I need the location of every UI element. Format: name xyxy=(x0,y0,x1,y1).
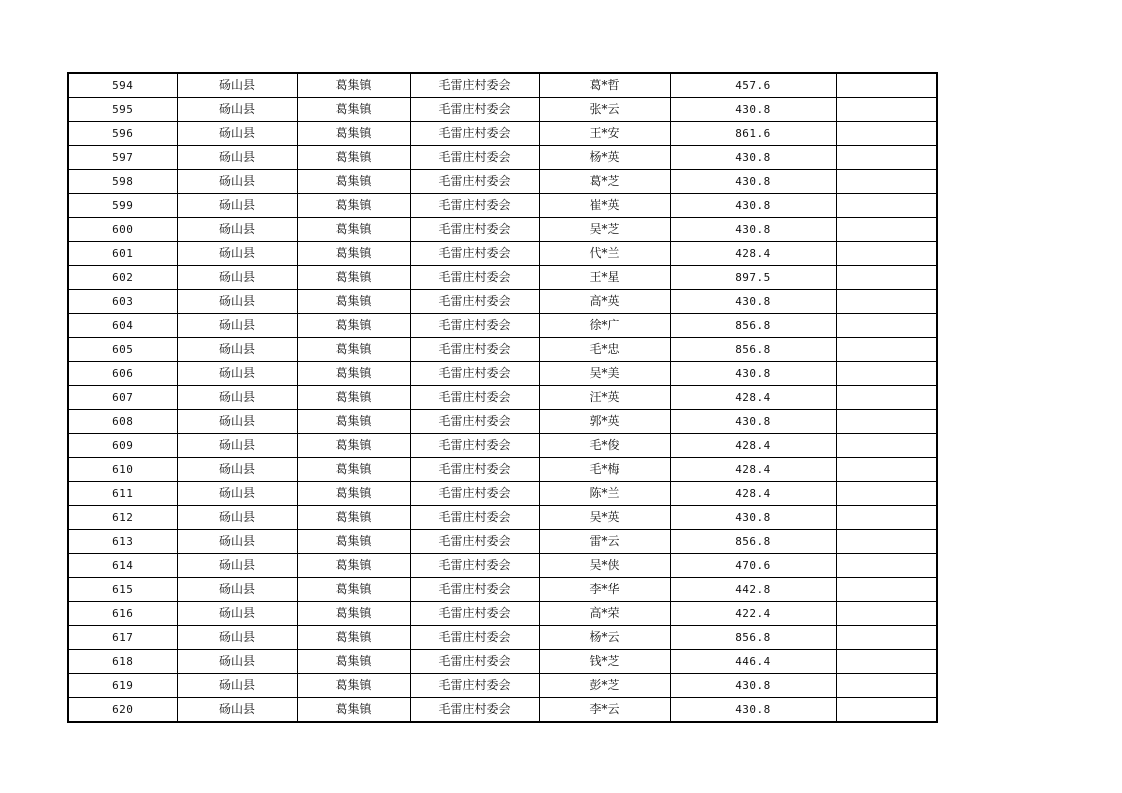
amount-cell: 428.4 xyxy=(670,386,836,410)
town-cell: 葛集镇 xyxy=(297,530,410,554)
person-name-cell: 张*云 xyxy=(539,98,670,122)
table-row xyxy=(68,122,937,146)
county-cell: 砀山县 xyxy=(177,458,297,482)
amount-cell: 897.5 xyxy=(670,266,836,290)
person-name-cell: 高*英 xyxy=(539,290,670,314)
amount-cell: 430.8 xyxy=(670,362,836,386)
row-number-cell: 600 xyxy=(68,218,177,242)
remark-cell xyxy=(836,98,937,122)
amount-cell: 446.4 xyxy=(670,650,836,674)
remark-cell xyxy=(836,290,937,314)
row-number-cell: 594 xyxy=(68,73,177,98)
village-committee-cell: 毛雷庄村委会 xyxy=(410,194,539,218)
county-cell: 砀山县 xyxy=(177,386,297,410)
village-committee-cell: 毛雷庄村委会 xyxy=(410,482,539,506)
row-number-cell: 598 xyxy=(68,170,177,194)
county-cell: 砀山县 xyxy=(177,194,297,218)
amount-cell: 428.4 xyxy=(670,482,836,506)
town-cell: 葛集镇 xyxy=(297,290,410,314)
table-body xyxy=(68,73,937,722)
amount-cell: 430.8 xyxy=(670,290,836,314)
amount-cell: 428.4 xyxy=(670,458,836,482)
remark-cell xyxy=(836,626,937,650)
person-name-cell: 吴*美 xyxy=(539,362,670,386)
table-row xyxy=(68,170,937,194)
town-cell: 葛集镇 xyxy=(297,410,410,434)
village-committee-cell: 毛雷庄村委会 xyxy=(410,73,539,98)
county-cell: 砀山县 xyxy=(177,362,297,386)
remark-cell xyxy=(836,338,937,362)
remark-cell xyxy=(836,242,937,266)
row-number-cell: 595 xyxy=(68,98,177,122)
table-row xyxy=(68,146,937,170)
remark-cell xyxy=(836,554,937,578)
table-row xyxy=(68,218,937,242)
village-committee-cell: 毛雷庄村委会 xyxy=(410,506,539,530)
table-row xyxy=(68,290,937,314)
town-cell: 葛集镇 xyxy=(297,122,410,146)
row-number-cell: 605 xyxy=(68,338,177,362)
person-name-cell: 王*星 xyxy=(539,266,670,290)
town-cell: 葛集镇 xyxy=(297,458,410,482)
person-name-cell: 王*安 xyxy=(539,122,670,146)
town-cell: 葛集镇 xyxy=(297,362,410,386)
table-row xyxy=(68,314,937,338)
row-number-cell: 596 xyxy=(68,122,177,146)
amount-cell: 457.6 xyxy=(670,73,836,98)
row-number-cell: 615 xyxy=(68,578,177,602)
row-number-cell: 603 xyxy=(68,290,177,314)
person-name-cell: 李*云 xyxy=(539,698,670,723)
town-cell: 葛集镇 xyxy=(297,338,410,362)
amount-cell: 430.8 xyxy=(670,146,836,170)
amount-cell: 442.8 xyxy=(670,578,836,602)
row-number-cell: 601 xyxy=(68,242,177,266)
person-name-cell: 李*华 xyxy=(539,578,670,602)
row-number-cell: 616 xyxy=(68,602,177,626)
village-committee-cell: 毛雷庄村委会 xyxy=(410,650,539,674)
table-row xyxy=(68,674,937,698)
amount-cell: 430.8 xyxy=(670,506,836,530)
table-row xyxy=(68,434,937,458)
remark-cell xyxy=(836,410,937,434)
person-name-cell: 毛*俊 xyxy=(539,434,670,458)
county-cell: 砀山县 xyxy=(177,650,297,674)
row-number-cell: 617 xyxy=(68,626,177,650)
row-number-cell: 610 xyxy=(68,458,177,482)
village-committee-cell: 毛雷庄村委会 xyxy=(410,242,539,266)
table-row xyxy=(68,698,937,723)
remark-cell xyxy=(836,578,937,602)
remark-cell xyxy=(836,530,937,554)
village-committee-cell: 毛雷庄村委会 xyxy=(410,338,539,362)
county-cell: 砀山县 xyxy=(177,578,297,602)
remark-cell xyxy=(836,170,937,194)
table-row xyxy=(68,194,937,218)
remark-cell xyxy=(836,218,937,242)
remark-cell xyxy=(836,506,937,530)
town-cell: 葛集镇 xyxy=(297,578,410,602)
table-row xyxy=(68,554,937,578)
village-committee-cell: 毛雷庄村委会 xyxy=(410,602,539,626)
town-cell: 葛集镇 xyxy=(297,73,410,98)
county-cell: 砀山县 xyxy=(177,530,297,554)
amount-cell: 430.8 xyxy=(670,194,836,218)
county-cell: 砀山县 xyxy=(177,218,297,242)
person-name-cell: 郭*英 xyxy=(539,410,670,434)
amount-cell: 470.6 xyxy=(670,554,836,578)
remark-cell xyxy=(836,602,937,626)
amount-cell: 430.8 xyxy=(670,674,836,698)
amount-cell: 856.8 xyxy=(670,530,836,554)
table-row xyxy=(68,362,937,386)
town-cell: 葛集镇 xyxy=(297,314,410,338)
town-cell: 葛集镇 xyxy=(297,98,410,122)
village-committee-cell: 毛雷庄村委会 xyxy=(410,458,539,482)
village-committee-cell: 毛雷庄村委会 xyxy=(410,698,539,723)
person-name-cell: 杨*英 xyxy=(539,146,670,170)
person-name-cell: 雷*云 xyxy=(539,530,670,554)
row-number-cell: 607 xyxy=(68,386,177,410)
remark-cell xyxy=(836,482,937,506)
person-name-cell: 吴*英 xyxy=(539,506,670,530)
table-row xyxy=(68,650,937,674)
amount-cell: 856.8 xyxy=(670,338,836,362)
town-cell: 葛集镇 xyxy=(297,194,410,218)
county-cell: 砀山县 xyxy=(177,554,297,578)
county-cell: 砀山县 xyxy=(177,338,297,362)
county-cell: 砀山县 xyxy=(177,290,297,314)
person-name-cell: 杨*云 xyxy=(539,626,670,650)
table-row xyxy=(68,242,937,266)
county-cell: 砀山县 xyxy=(177,170,297,194)
amount-cell: 428.4 xyxy=(670,434,836,458)
remark-cell xyxy=(836,146,937,170)
table-row xyxy=(68,266,937,290)
remark-cell xyxy=(836,194,937,218)
village-committee-cell: 毛雷庄村委会 xyxy=(410,170,539,194)
village-committee-cell: 毛雷庄村委会 xyxy=(410,578,539,602)
county-cell: 砀山县 xyxy=(177,98,297,122)
village-committee-cell: 毛雷庄村委会 xyxy=(410,626,539,650)
person-name-cell: 吴*侠 xyxy=(539,554,670,578)
county-cell: 砀山县 xyxy=(177,506,297,530)
county-cell: 砀山县 xyxy=(177,602,297,626)
village-committee-cell: 毛雷庄村委会 xyxy=(410,146,539,170)
person-name-cell: 陈*兰 xyxy=(539,482,670,506)
remark-cell xyxy=(836,122,937,146)
row-number-cell: 612 xyxy=(68,506,177,530)
village-committee-cell: 毛雷庄村委会 xyxy=(410,362,539,386)
county-cell: 砀山县 xyxy=(177,698,297,723)
county-cell: 砀山县 xyxy=(177,242,297,266)
person-name-cell: 葛*芝 xyxy=(539,170,670,194)
remark-cell xyxy=(836,386,937,410)
town-cell: 葛集镇 xyxy=(297,626,410,650)
row-number-cell: 611 xyxy=(68,482,177,506)
remark-cell xyxy=(836,650,937,674)
row-number-cell: 614 xyxy=(68,554,177,578)
person-name-cell: 彭*芝 xyxy=(539,674,670,698)
person-name-cell: 钱*芝 xyxy=(539,650,670,674)
table-row xyxy=(68,626,937,650)
table-row xyxy=(68,386,937,410)
county-cell: 砀山县 xyxy=(177,674,297,698)
town-cell: 葛集镇 xyxy=(297,386,410,410)
remark-cell xyxy=(836,458,937,482)
county-cell: 砀山县 xyxy=(177,626,297,650)
village-committee-cell: 毛雷庄村委会 xyxy=(410,530,539,554)
village-committee-cell: 毛雷庄村委会 xyxy=(410,410,539,434)
county-cell: 砀山县 xyxy=(177,482,297,506)
row-number-cell: 599 xyxy=(68,194,177,218)
amount-cell: 430.8 xyxy=(670,218,836,242)
town-cell: 葛集镇 xyxy=(297,170,410,194)
table-row xyxy=(68,410,937,434)
town-cell: 葛集镇 xyxy=(297,650,410,674)
county-cell: 砀山县 xyxy=(177,122,297,146)
amount-cell: 856.8 xyxy=(670,314,836,338)
county-cell: 砀山县 xyxy=(177,410,297,434)
remark-cell xyxy=(836,73,937,98)
county-cell: 砀山县 xyxy=(177,266,297,290)
remark-cell xyxy=(836,674,937,698)
county-cell: 砀山县 xyxy=(177,314,297,338)
row-number-cell: 597 xyxy=(68,146,177,170)
town-cell: 葛集镇 xyxy=(297,554,410,578)
table-row xyxy=(68,602,937,626)
row-number-cell: 620 xyxy=(68,698,177,723)
row-number-cell: 606 xyxy=(68,362,177,386)
row-number-cell: 602 xyxy=(68,266,177,290)
town-cell: 葛集镇 xyxy=(297,146,410,170)
village-committee-cell: 毛雷庄村委会 xyxy=(410,386,539,410)
table-row xyxy=(68,506,937,530)
person-name-cell: 徐*广 xyxy=(539,314,670,338)
town-cell: 葛集镇 xyxy=(297,218,410,242)
table-row xyxy=(68,458,937,482)
person-name-cell: 葛*哲 xyxy=(539,73,670,98)
amount-cell: 430.8 xyxy=(670,698,836,723)
remark-cell xyxy=(836,266,937,290)
county-cell: 砀山县 xyxy=(177,434,297,458)
remark-cell xyxy=(836,314,937,338)
person-name-cell: 崔*英 xyxy=(539,194,670,218)
amount-cell: 430.8 xyxy=(670,170,836,194)
village-committee-cell: 毛雷庄村委会 xyxy=(410,554,539,578)
person-name-cell: 毛*忠 xyxy=(539,338,670,362)
person-name-cell: 代*兰 xyxy=(539,242,670,266)
village-committee-cell: 毛雷庄村委会 xyxy=(410,218,539,242)
person-name-cell: 汪*英 xyxy=(539,386,670,410)
amount-cell: 430.8 xyxy=(670,410,836,434)
village-committee-cell: 毛雷庄村委会 xyxy=(410,674,539,698)
table-row xyxy=(68,338,937,362)
amount-cell: 422.4 xyxy=(670,602,836,626)
town-cell: 葛集镇 xyxy=(297,482,410,506)
county-cell: 砀山县 xyxy=(177,73,297,98)
person-name-cell: 高*荣 xyxy=(539,602,670,626)
town-cell: 葛集镇 xyxy=(297,242,410,266)
remark-cell xyxy=(836,362,937,386)
village-committee-cell: 毛雷庄村委会 xyxy=(410,122,539,146)
town-cell: 葛集镇 xyxy=(297,266,410,290)
amount-cell: 430.8 xyxy=(670,98,836,122)
person-name-cell: 吴*芝 xyxy=(539,218,670,242)
table-row xyxy=(68,530,937,554)
row-number-cell: 608 xyxy=(68,410,177,434)
row-number-cell: 609 xyxy=(68,434,177,458)
row-number-cell: 619 xyxy=(68,674,177,698)
remark-cell xyxy=(836,698,937,723)
town-cell: 葛集镇 xyxy=(297,434,410,458)
town-cell: 葛集镇 xyxy=(297,674,410,698)
subsidy-roster-table xyxy=(67,72,938,723)
village-committee-cell: 毛雷庄村委会 xyxy=(410,290,539,314)
table-row xyxy=(68,482,937,506)
row-number-cell: 613 xyxy=(68,530,177,554)
remark-cell xyxy=(836,434,937,458)
village-committee-cell: 毛雷庄村委会 xyxy=(410,434,539,458)
amount-cell: 856.8 xyxy=(670,626,836,650)
county-cell: 砀山县 xyxy=(177,146,297,170)
row-number-cell: 618 xyxy=(68,650,177,674)
table-row xyxy=(68,98,937,122)
village-committee-cell: 毛雷庄村委会 xyxy=(410,266,539,290)
person-name-cell: 毛*梅 xyxy=(539,458,670,482)
town-cell: 葛集镇 xyxy=(297,506,410,530)
village-committee-cell: 毛雷庄村委会 xyxy=(410,314,539,338)
table-row xyxy=(68,73,937,98)
row-number-cell: 604 xyxy=(68,314,177,338)
table-row xyxy=(68,578,937,602)
town-cell: 葛集镇 xyxy=(297,698,410,723)
amount-cell: 428.4 xyxy=(670,242,836,266)
village-committee-cell: 毛雷庄村委会 xyxy=(410,98,539,122)
amount-cell: 861.6 xyxy=(670,122,836,146)
town-cell: 葛集镇 xyxy=(297,602,410,626)
